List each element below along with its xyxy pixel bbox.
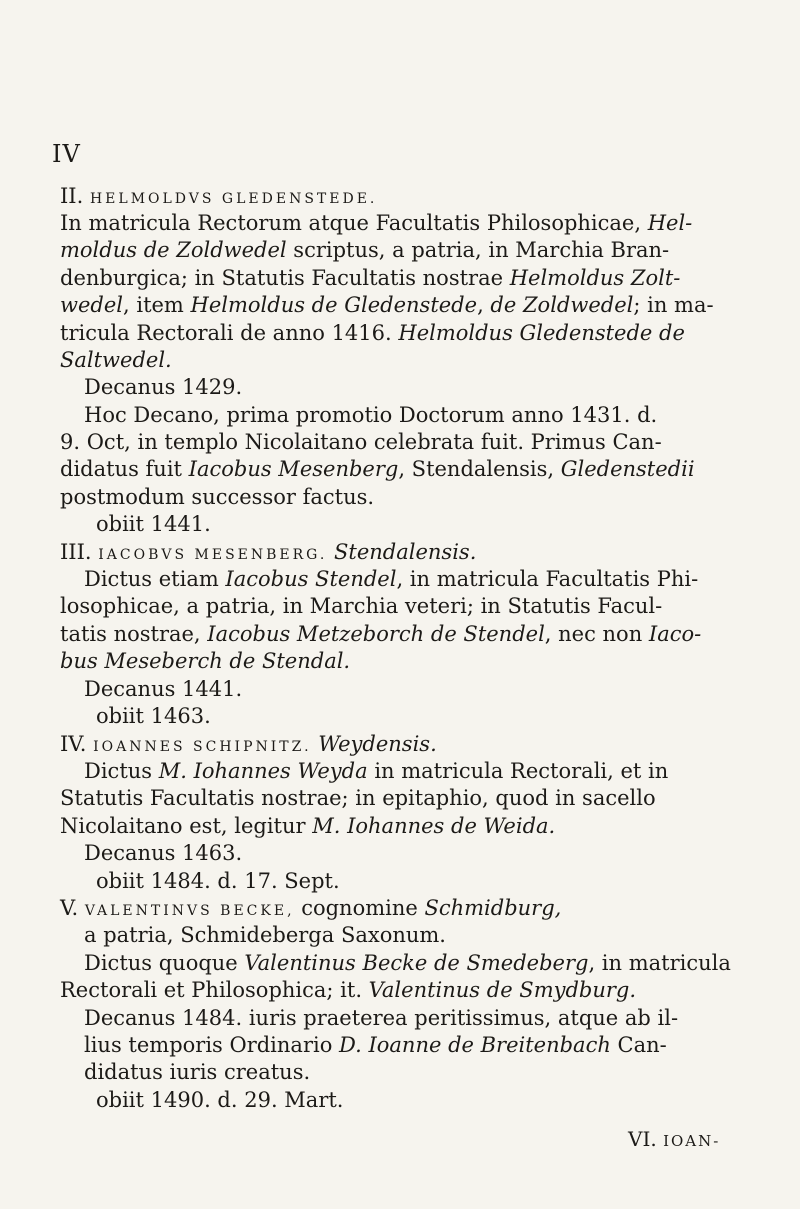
entry-name: IOANNES SCHIPNITZ. [93, 739, 312, 755]
obiit-line: obiit 1490. d. 29. Mart. [96, 1088, 344, 1112]
entry-heading [60, 539, 476, 568]
text-line: a patria, Schmideberga Saxonum. [84, 923, 446, 947]
text-line: tricula Rectorali de anno 1416. Helmoldus Gledenstede de [60, 321, 685, 345]
text-line: didatus fuit Iacobus Mesenberg, Stendalensis, Gledenstedii [60, 457, 695, 481]
text-line: postmodum successor factus. [60, 485, 375, 509]
text-line: In matricula Rectorum atque Facultatis Philosophicae, Hel- [60, 211, 693, 235]
text-line: tatis nostrae, Iacobus Metzeborch de Stendel, nec non Iaco- [60, 622, 702, 646]
text-line: Hoc Decano, prima promotio Doctorum anno 1431. d. [84, 403, 658, 427]
text-line: 9. Oct, in templo Nicolaitano celebrata fuit. Primus Can- [60, 430, 662, 454]
text-line: Dictus quoque Valentinus Becke de Smedeberg, in matricula [84, 951, 731, 975]
entry-name: VALENTINVS BECKE, [84, 903, 295, 919]
entry-heading [60, 731, 437, 760]
text-line: Rectorali et Philosophica; it. Valentinus de Smydburg. [60, 978, 637, 1002]
entry-number: V. [60, 896, 79, 920]
decanus-line: Decanus 1441. [84, 677, 243, 701]
text-line: lius temporis Ordinario D. Ioanne de Breitenbach Can- [84, 1033, 667, 1057]
text-line: losophicae, a patria, in Marchia veteri; in Statutis Facul- [60, 594, 663, 618]
text-line: Nicolaitano est, legitur M. Iohannes de Weida. [60, 814, 556, 838]
entry-heading: V. VALENTINVS BECKE, cognomine Schmidburg, [60, 896, 562, 920]
text-line: Statutis Facultatis nostrae; in epitaphio, quod in sacello [60, 786, 656, 810]
text-line: Dictus M. Iohannes Weyda in matricula Rectorali, et in [84, 759, 669, 783]
entry-number: II. [60, 184, 84, 208]
entry-number: III. [60, 540, 92, 564]
entry-name: IACOBVS MESENBERG. [98, 547, 328, 563]
text-line: Saltwedel. [60, 348, 172, 372]
entry-origin: Weydensis. [318, 732, 437, 756]
text-line: bus Meseberch de Stendal. [60, 649, 351, 673]
text-line: wedel, item Helmoldus de Gledenstede, de Zoldwedel; in ma- [60, 293, 714, 317]
decanus-line: Decanus 1463. [84, 841, 243, 865]
obiit-line: obiit 1463. [96, 704, 211, 728]
entry-number: IV. [60, 732, 87, 756]
entry-name: HELMOLDVS GLEDENSTEDE. [89, 191, 378, 207]
catchword: VI. IOAN- [628, 1127, 721, 1151]
text-line: moldus de Zoldwedel scriptus, a patria, in Marchia Bran- [60, 238, 670, 262]
entry-cognomen: Schmidburg, [424, 896, 562, 920]
entry-origin: Stendalensis. [334, 540, 477, 564]
obiit-line: obiit 1441. [96, 512, 211, 536]
page-number: IV [52, 140, 81, 168]
text-line: Decanus 1484. iuris praeterea peritissimus, atque ab il- [84, 1006, 679, 1030]
text-line: didatus iuris creatus. [84, 1060, 311, 1084]
obiit-line: obiit 1484. d. 17. Sept. [96, 869, 340, 893]
text-line: denburgica; in Statutis Facultatis nostrae Helmoldus Zolt- [60, 266, 681, 290]
entry-heading [60, 183, 377, 212]
decanus-line: Decanus 1429. [84, 375, 243, 399]
text-line: Dictus etiam Iacobus Stendel, in matricula Facultatis Phi- [84, 567, 699, 591]
